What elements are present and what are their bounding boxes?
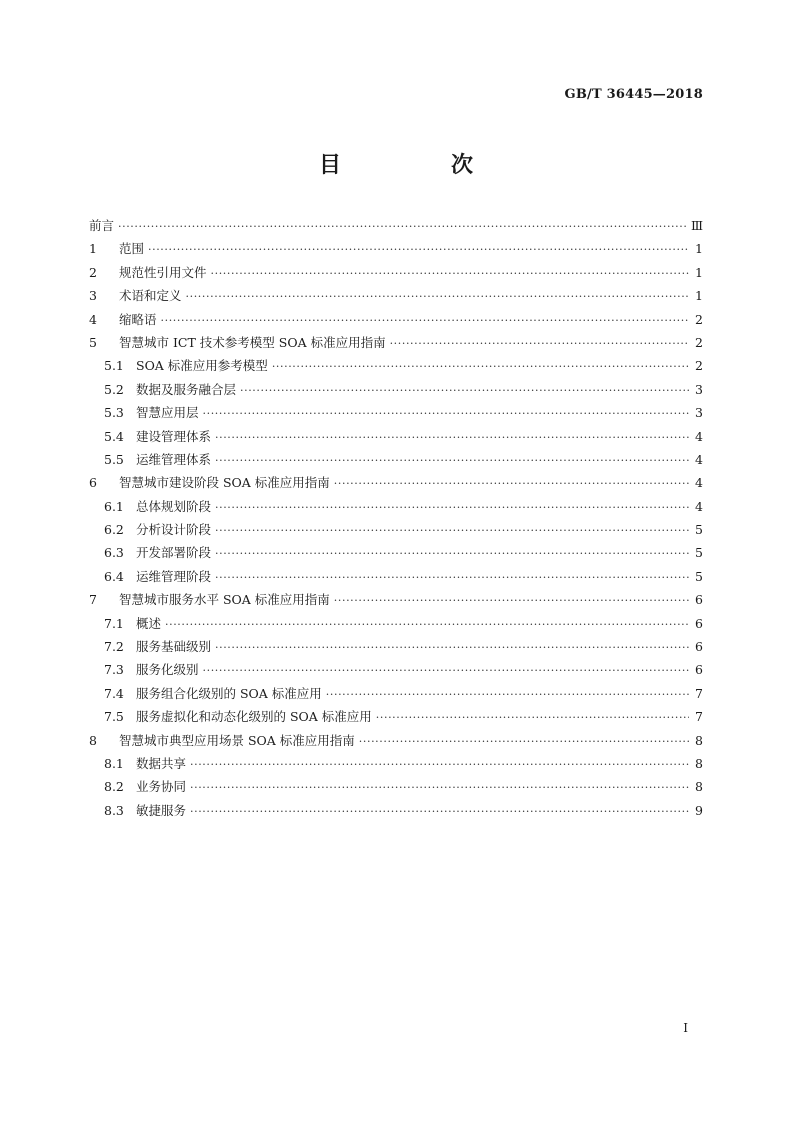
toc-entry[interactable] xyxy=(89,660,703,683)
toc-leader-dots xyxy=(118,220,687,233)
toc-entry-title: 规范性引用文件 xyxy=(119,264,207,280)
toc-entry-title: 服务组合化级别的 SOA 标准应用 xyxy=(136,685,322,701)
toc-entry-number: 5.1 xyxy=(104,358,124,374)
toc-entry[interactable] xyxy=(89,216,703,239)
toc-leader-dots xyxy=(215,454,689,467)
toc-leader-dots xyxy=(215,641,689,654)
toc-entry-page: 5 xyxy=(695,568,703,584)
toc-leader-dots xyxy=(211,267,689,280)
toc-leader-dots xyxy=(215,571,689,584)
toc-entry[interactable] xyxy=(89,543,703,566)
toc-entry[interactable] xyxy=(89,239,703,262)
toc-entry-number: 8.3 xyxy=(104,802,124,818)
toc-entry[interactable] xyxy=(89,403,703,426)
toc-leader-dots xyxy=(190,805,689,818)
toc-entry-title: 智慧城市服务水平 SOA 标准应用指南 xyxy=(119,592,330,608)
toc-entry-number: 6.2 xyxy=(104,522,124,538)
toc-entry-page: Ⅲ xyxy=(690,218,703,233)
toc-entry-number: 5.2 xyxy=(104,381,124,397)
toc-entry-number: 6 xyxy=(89,475,97,491)
toc-leader-dots xyxy=(215,524,689,537)
toc-entry-title: 概述 xyxy=(136,615,162,631)
toc-entry-number: 5.3 xyxy=(104,405,124,421)
toc-leader-dots xyxy=(165,618,689,631)
toc-entry-page: 1 xyxy=(695,264,703,280)
toc-entry-page: 3 xyxy=(695,405,703,421)
toc-entry-page: 4 xyxy=(695,451,703,467)
toc-entry[interactable] xyxy=(89,333,703,356)
toc-entry-number: 5.5 xyxy=(104,451,124,467)
toc-entry[interactable] xyxy=(89,263,703,286)
toc-entry-title: 智慧城市典型应用场景 SOA 标准应用指南 xyxy=(119,732,355,748)
toc-entry-title: 智慧城市 ICT 技术参考模型 SOA 标准应用指南 xyxy=(119,334,386,350)
toc-entry-page: 2 xyxy=(695,334,703,350)
toc-entry-page: 9 xyxy=(695,802,703,818)
toc-leader-dots xyxy=(215,431,689,444)
toc-leader-dots xyxy=(215,547,689,560)
toc-entry[interactable] xyxy=(89,731,703,754)
toc-leader-dots xyxy=(376,711,689,724)
toc-entry-page: 1 xyxy=(695,288,703,304)
toc-entry-title: 智慧城市建设阶段 SOA 标准应用指南 xyxy=(119,475,330,491)
toc-entry-title: 智慧应用层 xyxy=(136,405,199,421)
toc-entry-number: 8 xyxy=(89,732,97,748)
toc-entry-number: 5 xyxy=(89,334,97,350)
toc-entry-page: 3 xyxy=(695,381,703,397)
toc-entry[interactable] xyxy=(89,427,703,450)
toc-entry-page: 8 xyxy=(695,755,703,771)
toc-leader-dots xyxy=(359,735,689,748)
toc-entry-page: 5 xyxy=(695,522,703,538)
toc-entry[interactable] xyxy=(89,356,703,379)
toc-entry-page: 7 xyxy=(695,709,703,725)
toc-entry-page: 5 xyxy=(695,545,703,561)
toc-entry[interactable] xyxy=(89,310,703,333)
toc-entry[interactable] xyxy=(89,684,703,707)
toc-entry-page: 6 xyxy=(695,639,703,655)
toc-entry-number: 7.1 xyxy=(104,615,124,631)
toc-entry-title: 开发部署阶段 xyxy=(136,545,212,561)
toc-entry-number: 4 xyxy=(89,311,97,327)
toc-leader-dots xyxy=(161,314,689,327)
toc-entry[interactable] xyxy=(89,473,703,496)
toc-entry-page: 4 xyxy=(695,428,703,444)
toc-entry-title: 运维管理体系 xyxy=(136,451,212,467)
toc-entry-title: 服务基础级别 xyxy=(136,639,212,655)
toc-entry-number: 6.4 xyxy=(104,568,124,584)
toc-entry-number: 8.1 xyxy=(104,755,124,771)
toc-entry-number: 7.2 xyxy=(104,639,124,655)
table-of-contents xyxy=(89,216,703,824)
toc-entry-number: 3 xyxy=(89,288,97,304)
toc-entry-title: SOA 标准应用参考模型 xyxy=(136,358,268,374)
toc-entry[interactable] xyxy=(89,567,703,590)
toc-entry-title: 范围 xyxy=(119,241,145,257)
toc-entry[interactable] xyxy=(89,637,703,660)
toc-entry-title: 服务虚拟化和动态化级别的 SOA 标准应用 xyxy=(136,709,372,725)
toc-entry-page: 6 xyxy=(695,662,703,678)
toc-leader-dots xyxy=(203,407,689,420)
toc-entry-number: 1 xyxy=(89,241,97,257)
toc-leader-dots xyxy=(334,477,689,490)
toc-entry-page: 4 xyxy=(695,498,703,514)
toc-entry-number: 6.1 xyxy=(104,498,124,514)
toc-entry-page: 8 xyxy=(695,779,703,795)
toc-entry-title: 服务化级别 xyxy=(136,662,199,678)
toc-entry-title: 业务协同 xyxy=(136,779,187,795)
toc-entry[interactable] xyxy=(89,614,703,637)
toc-leader-dots xyxy=(240,384,689,397)
toc-entry-title: 总体规划阶段 xyxy=(136,498,212,514)
toc-entry-page: 6 xyxy=(695,615,703,631)
toc-entry[interactable] xyxy=(89,777,703,800)
toc-leader-dots xyxy=(390,337,689,350)
toc-entry-number: 7.4 xyxy=(104,685,124,701)
toc-leader-dots xyxy=(272,360,689,373)
toc-leader-dots xyxy=(326,688,689,701)
toc-entry-number: 5.4 xyxy=(104,428,124,444)
toc-entry-title: 数据及服务融合层 xyxy=(136,381,237,397)
toc-entry-title: 数据共享 xyxy=(136,755,187,771)
toc-entry-number: 8.2 xyxy=(104,779,124,795)
page-number: I xyxy=(683,1021,688,1035)
toc-leader-dots xyxy=(334,594,689,607)
toc-leader-dots xyxy=(190,781,689,794)
toc-entry[interactable] xyxy=(89,520,703,543)
toc-leader-dots xyxy=(190,758,689,771)
toc-entry[interactable] xyxy=(89,801,703,824)
page-title: 目 次 xyxy=(318,152,517,178)
toc-entry-title: 运维管理阶段 xyxy=(136,568,212,584)
toc-entry-title: 建设管理体系 xyxy=(136,428,212,444)
toc-leader-dots xyxy=(186,290,689,303)
toc-entry-title: 敏捷服务 xyxy=(136,802,187,818)
toc-entry-page: 6 xyxy=(695,592,703,608)
toc-entry-number: 7 xyxy=(89,592,97,608)
toc-entry-title: 前言 xyxy=(89,218,115,233)
toc-leader-dots xyxy=(203,664,689,677)
toc-entry-title: 分析设计阶段 xyxy=(136,522,212,538)
toc-entry-number: 6.3 xyxy=(104,545,124,561)
toc-entry-page: 4 xyxy=(695,475,703,491)
toc-entry[interactable] xyxy=(89,590,703,613)
toc-entry[interactable] xyxy=(89,380,703,403)
toc-entry-title: 术语和定义 xyxy=(119,288,182,304)
toc-entry-number: 7.5 xyxy=(104,709,124,725)
toc-entry-page: 7 xyxy=(695,685,703,701)
toc-leader-dots xyxy=(215,501,689,514)
toc-entry[interactable] xyxy=(89,286,703,309)
toc-entry-title: 缩略语 xyxy=(119,311,157,327)
standard-code: GB/T 36445—2018 xyxy=(564,87,703,102)
toc-entry[interactable] xyxy=(89,754,703,777)
toc-entry-page: 1 xyxy=(695,241,703,257)
toc-entry-page: 2 xyxy=(695,358,703,374)
toc-entry[interactable] xyxy=(89,450,703,473)
toc-entry-page: 8 xyxy=(695,732,703,748)
toc-entry-page: 2 xyxy=(695,311,703,327)
toc-entry-number: 2 xyxy=(89,264,97,280)
toc-entry[interactable] xyxy=(89,707,703,730)
toc-entry[interactable] xyxy=(89,497,703,520)
toc-entry-number: 7.3 xyxy=(104,662,124,678)
toc-leader-dots xyxy=(148,243,689,256)
